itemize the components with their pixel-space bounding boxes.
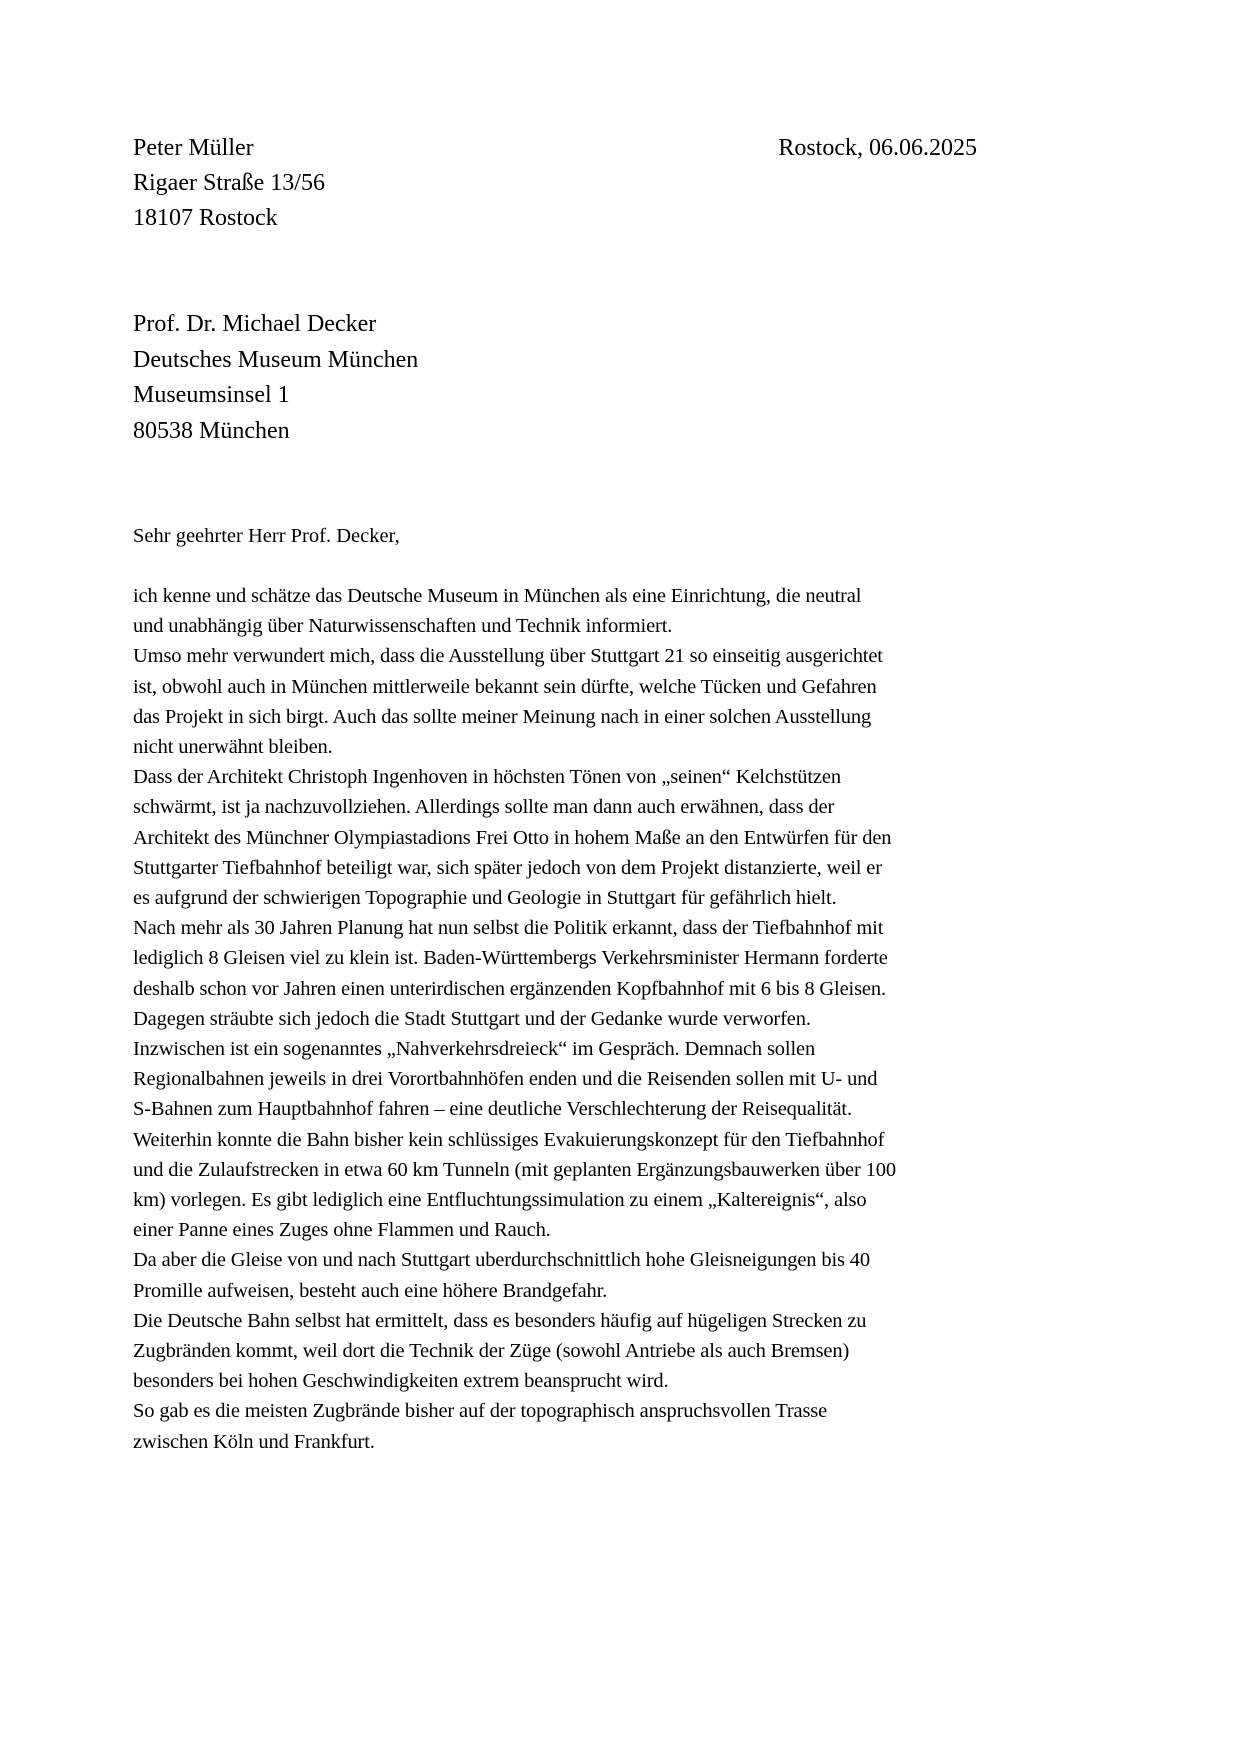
- recipient-street: Museumsinsel 1: [133, 382, 290, 408]
- body-line: Die Deutsche Bahn selbst hat ermittelt, dass es besonders häufig auf hügeligen Strecken zu: [133, 1309, 867, 1332]
- body-line: schwärmt, ist ja nachzuvollziehen. Allerdings sollte man dann auch erwähnen, dass der: [133, 796, 835, 819]
- recipient-address-block: [133, 307, 418, 449]
- body-line: Da aber die Gleise von und nach Stuttgart uberdurchschnittlich hohe Gleisneigungen bis 40: [133, 1249, 870, 1272]
- body-line: km) vorlegen. Es gibt lediglich eine Entfluchtungssimulation zu einem „Kaltereignis“, also: [133, 1189, 867, 1212]
- recipient-institution: Deutsches Museum München: [133, 346, 419, 373]
- recipient-name: Prof. Dr. Michael Decker: [133, 311, 377, 337]
- body-line: Weiterhin konnte die Bahn bisher kein schlüssiges Evakuierungskonzept für den Tiefbahnhof: [133, 1128, 885, 1151]
- letter-body: [133, 581, 983, 1457]
- body-line: So gab es die meisten Zugbrände bisher auf der topographisch anspruchsvollen Trasse: [133, 1400, 828, 1423]
- body-line: S-Bahnen zum Hauptbahnhof fahren – eine deutliche Verschlechterung der Reisequalität.: [133, 1098, 852, 1121]
- body-line: Nach mehr als 30 Jahren Planung hat nun selbst die Politik erkannt, dass der Tiefbahnhof mit: [133, 917, 884, 940]
- body-line: einer Panne eines Zuges ohne Flammen und Rauch.: [133, 1219, 551, 1242]
- sender-address-block: [133, 131, 325, 236]
- sender-name: Peter Müller: [133, 135, 254, 161]
- sender-street: Rigaer Straße 13/56: [133, 170, 325, 196]
- body-line: deshalb schon vor Jahren einen unterirdischen ergänzenden Kopfbahnhof mit 6 bis 8 Gleisen.: [133, 977, 886, 1000]
- sender-city: 18107 Rostock: [133, 205, 278, 231]
- body-line: und die Zulaufstrecken in etwa 60 km Tunneln (mit geplanten Ergänzungsbauwerken über 100: [133, 1158, 896, 1181]
- recipient-city: 80538 München: [133, 417, 290, 444]
- body-line: Stuttgarter Tiefbahnhof beteiligt war, sich später jedoch von dem Projekt distanzierte, weil er: [133, 856, 882, 879]
- body-line: es aufgrund der schwierigen Topographie und Geologie in Stuttgart für gefährlich hielt.: [133, 887, 837, 910]
- body-line: Promille aufweisen, besteht auch eine höhere Brandgefahr.: [133, 1279, 608, 1302]
- body-line: Regionalbahnen jeweils in drei Vorortbahnhöfen enden und die Reisenden sollen mit U- und: [133, 1068, 878, 1091]
- body-line: nicht unerwähnt bleiben.: [133, 736, 333, 759]
- body-line: zwischen Köln und Frankfurt.: [133, 1430, 375, 1453]
- body-line: ist, obwohl auch in München mittlerweile bekannt sein dürfte, welche Tücken und Gefahren: [133, 675, 877, 698]
- body-line: Architekt des Münchner Olympiastadions Frei Otto in hohem Maße an den Entwürfen für den: [133, 826, 892, 849]
- body-line: Inzwischen ist ein sogenanntes „Nahverkehrsdreieck“ im Gespräch. Demnach sollen: [133, 1038, 816, 1061]
- body-line: Dass der Architekt Christoph Ingenhoven in höchsten Tönen von „seinen“ Kelchstützen: [133, 766, 841, 789]
- body-line: Umso mehr verwundert mich, dass die Ausstellung über Stuttgart 21 so einseitig ausgerichtet: [133, 645, 883, 668]
- body-line: und unabhängig über Naturwissenschaften und Technik informiert.: [133, 615, 673, 638]
- salutation: Sehr geehrter Herr Prof. Decker,: [133, 525, 400, 547]
- body-line: Zugbränden kommt, weil dort die Technik der Züge (sowohl Antriebe als auch Bremsen): [133, 1340, 850, 1363]
- body-line: Dagegen sträubte sich jedoch die Stadt Stuttgart und der Gedanke wurde verworfen.: [133, 1007, 811, 1030]
- body-line: besonders bei hohen Geschwindigkeiten extrem beansprucht wird.: [133, 1370, 669, 1393]
- body-line: das Projekt in sich birgt. Auch das sollte meiner Meinung nach in einer solchen Ausstellung: [133, 705, 872, 728]
- place-and-date: Rostock, 06.06.2025: [778, 135, 977, 161]
- body-line: lediglich 8 Gleisen viel zu klein ist. Baden-Württembergs Verkehrsminister Hermann forderte: [133, 947, 888, 970]
- body-line: ich kenne und schätze das Deutsche Museum in München als eine Einrichtung, die neutral: [133, 585, 862, 607]
